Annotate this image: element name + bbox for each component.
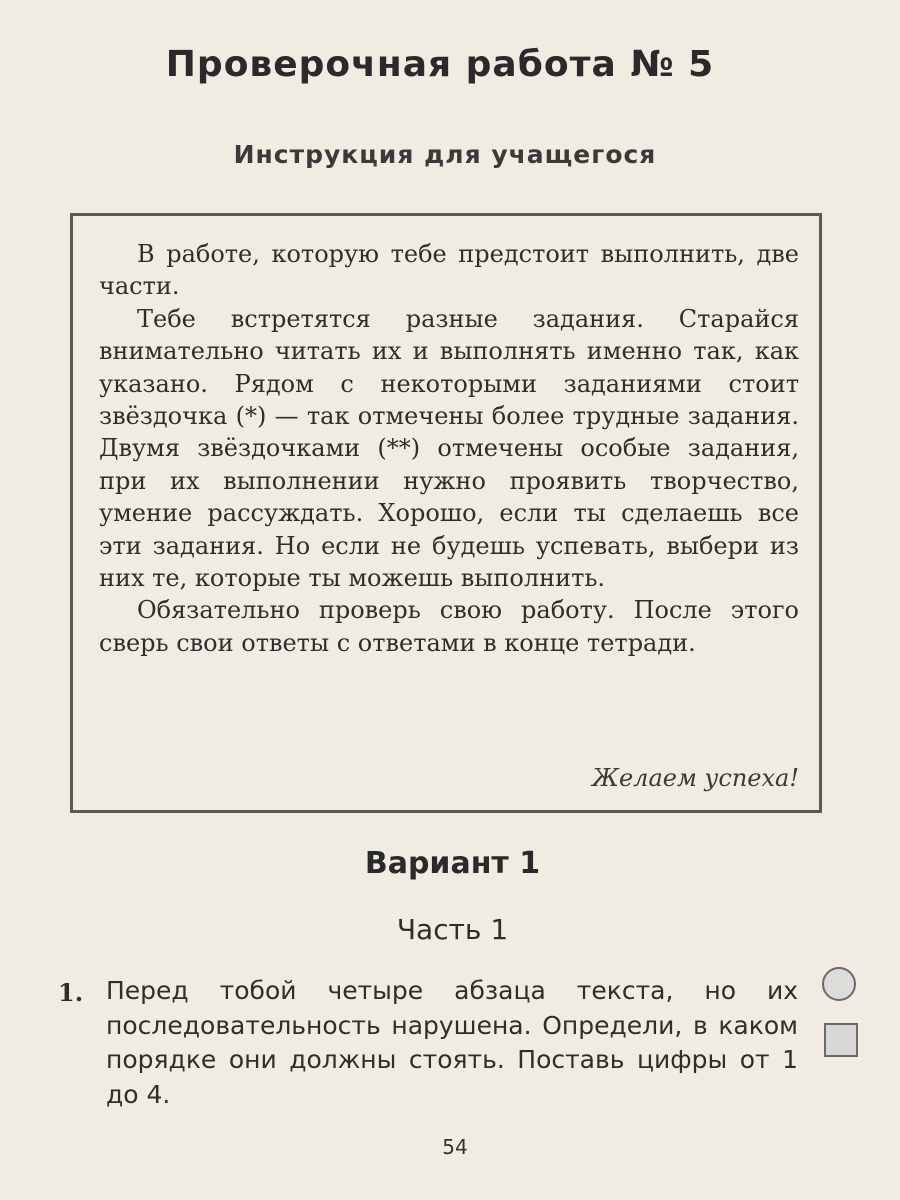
instruction-paragraph-2: Тебе встретятся разные задания. Старайся внимательно читать их и выполнять именно так, как указано. Рядом с некоторыми заданиями стоит звёздочка (*) — так отмечены более трудные задания. Двумя звёздочками (**) отмечены особые задания, при их выполнении нужно проявить творчество, умение рассуждать. Хорошо, если ты сделаешь все эти задания. Но если не будешь успевать, выбери из них те, которые ты можешь выполнить. bbox=[99, 304, 799, 593]
instruction-heading: Инструкция для учащегося bbox=[233, 140, 657, 169]
part-heading: Часть 1 bbox=[396, 913, 509, 946]
instruction-box bbox=[70, 213, 822, 813]
task-item bbox=[58, 974, 818, 1112]
self-check-square-icon[interactable] bbox=[824, 1023, 858, 1057]
closing-wish: Желаем успеха! bbox=[592, 764, 799, 792]
self-check-circle-icon[interactable] bbox=[822, 967, 856, 1001]
variant-heading: Вариант 1 bbox=[364, 846, 541, 881]
task-number: 1. bbox=[58, 978, 84, 1007]
page-number: 54 bbox=[442, 1135, 468, 1159]
task-text: Перед тобой четыре абзаца текста, но их последовательность нарушена. Определи, в каком порядке они должны стоять. Поставь цифры от 1 до 4. bbox=[106, 976, 798, 1109]
instruction-paragraph-3: Обязательно проверь свою работу. После этого сверь свои ответы с ответами в конце тетради. bbox=[99, 596, 799, 657]
instruction-text bbox=[99, 238, 799, 659]
instruction-paragraph-1: В работе, которую тебе предстоит выполнить, две части. bbox=[99, 240, 799, 301]
page-title: Проверочная работа № 5 bbox=[165, 44, 715, 85]
